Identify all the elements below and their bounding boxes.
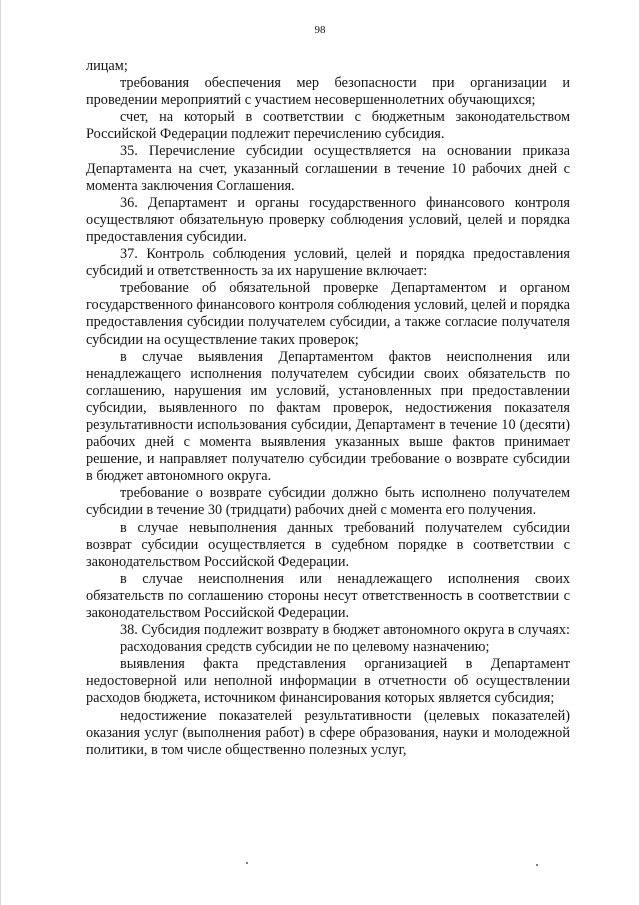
paragraph-37-violation-detection: в случае выявления Департаментом фактов неисполнения или ненадлежащего исполнения получателем субсидии своих обязательств по соглашению, нарушения им условий, установленных при предоставлении субсидии, выявленного по фактам проверок, недостижения показателя результативности использования субсидии, Департамент в течение 10 (десяти) рабочих дней с момента выявления указанных выше фактов принимает решение, и направляет получателю субсидии требование о возврате субсидии в бюджет автономного округа. — [86, 348, 570, 485]
paragraph-37: 37. Контроль соблюдения условий, целей и порядка предоставления субсидий и ответственность за их нарушение включает: — [86, 246, 570, 280]
paragraph-38-targets-not-met: недостижение показателей результативности (целевых показателей) оказания услуг (выполнения работ) в сфере образования, науки и молодежной политики, в том числе общественно полезных услуг, — [86, 707, 570, 758]
paragraph-37-inspection-requirement: требование об обязательной проверке Департаментом и органом государственного финансового контроля соблюдения условий, целей и порядка предоставления субсидии получателем субсидии, а также согласие получателя субсидии на осуществление таких проверок; — [86, 280, 570, 348]
scan-speck — [246, 862, 248, 864]
document-body — [86, 58, 570, 759]
paragraph-36: 36. Департамент и органы государственного финансового контроля осуществляют обязательную проверку соблюдения условий, целей и порядка предоставления субсидии. — [86, 194, 570, 245]
paragraph-38-false-reporting: выявления факта представления организацией в Департамент недостоверной или неполной информации в отчетности об осуществлении расходов бюджета, источником финансирования которых является субсидия; — [86, 656, 570, 707]
paragraph-account: счет, на который в соответствии с бюджетным законодательством Российской Федерации подлежит перечислению субсидия. — [86, 109, 570, 143]
paragraph-38: 38. Субсидия подлежит возврату в бюджет автономного округа в случаях: — [120, 622, 570, 639]
scan-speck — [536, 864, 538, 866]
paragraph-38-misuse: расходования средств субсидии не по целевому назначению; — [120, 639, 490, 656]
paragraph-35: 35. Перечисление субсидии осуществляется на основании приказа Департамента на счет, указанный соглашении в течение 10 рабочих дней с момента заключения Соглашения. — [86, 143, 570, 194]
page-edge-left — [0, 0, 1, 905]
paragraph-37-liability: в случае неисполнения или ненадлежащего исполнения своих обязательств по соглашению стороны несут ответственность в соответствии с законодательством Российской Федерации. — [86, 570, 570, 621]
paragraph-safety-requirements: требования обеспечения мер безопасности при организации и проведении мероприятий с участием несовершеннолетних обучающихся; — [86, 75, 570, 109]
paragraph-37-repayment-term: требование о возврате субсидии должно быть исполнено получателем субсидии в течение 30 (тридцати) рабочих дней с момента его получения. — [86, 485, 570, 519]
paragraph-37-court-recovery: в случае невыполнения данных требований получателем субсидии возврат субсидии осуществляется в судебном порядке в соответствии с законодательством Российской Федерации. — [86, 519, 570, 570]
page-number: 98 — [314, 24, 326, 36]
paragraph-continuation: лицам; — [86, 58, 128, 74]
